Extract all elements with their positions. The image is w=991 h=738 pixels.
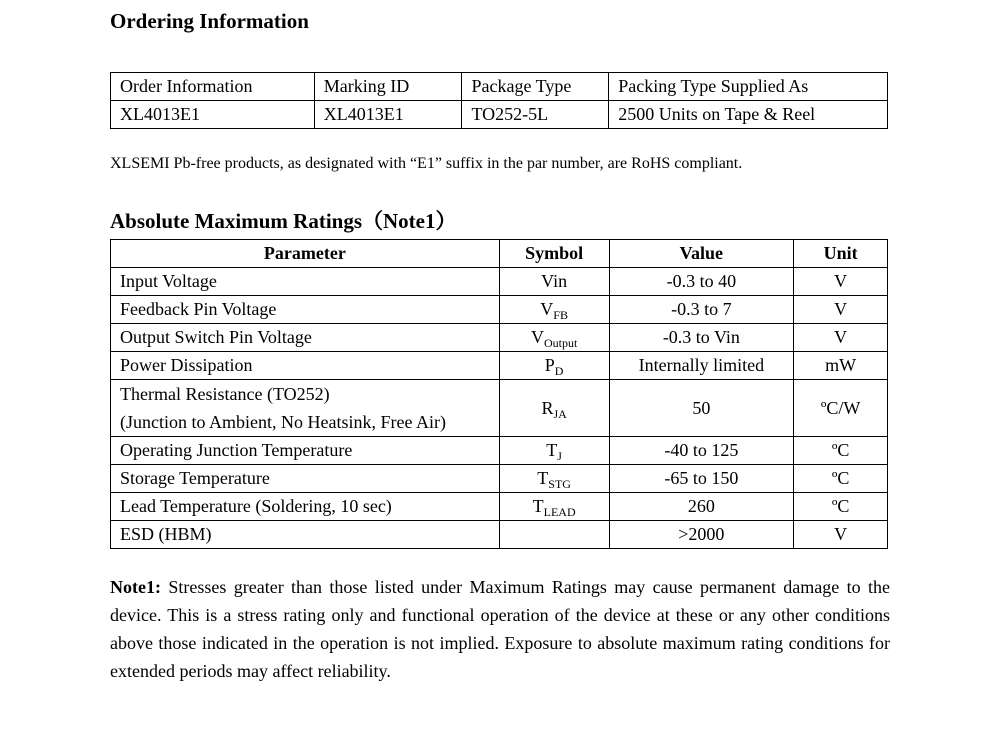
table-row — [111, 521, 888, 549]
ordering-data-row — [111, 101, 888, 129]
ordering-header-cell: Package Type — [462, 73, 609, 101]
ordering-cell: XL4013E1 — [111, 101, 315, 129]
ordering-header-cell: Marking ID — [314, 73, 462, 101]
amr-header-parameter: Parameter — [111, 240, 500, 268]
param-cell: ESD (HBM) — [111, 521, 500, 549]
symbol-main: P — [544, 355, 555, 376]
table-row — [111, 465, 888, 493]
ordering-header-row — [111, 73, 888, 101]
symbol-sub: FB — [553, 308, 568, 323]
unit-cell: V — [794, 324, 888, 352]
unit-cell: mW — [794, 352, 888, 380]
symbol-cell — [499, 437, 609, 465]
symbol-sub: STG — [548, 477, 571, 492]
unit-cell: ºC/W — [794, 380, 888, 437]
table-row — [111, 437, 888, 465]
value-cell: -65 to 150 — [609, 465, 794, 493]
symbol-sub: JA — [553, 406, 567, 421]
symbol-main: T — [532, 496, 544, 517]
unit-cell: ºC — [794, 493, 888, 521]
absolute-max-ratings-table — [110, 239, 888, 549]
unit-cell: V — [794, 521, 888, 549]
symbol-main: V — [530, 327, 544, 348]
symbol-cell — [499, 493, 609, 521]
note1-text: Stresses greater than those listed under Maximum Ratings may cause permanent damage to the device. This is a stress rating only and functional operation of the device at these or any other conditions above those indicated in the operation is not implied. Exposure to absolute maximum rating conditions for extended periods may affect reliability. — [110, 577, 890, 681]
note1-label: Note1: — [110, 577, 161, 597]
rohs-notice: XLSEMI Pb-free products, as designated with “E1” suffix in the par number, are RoHS compliant. — [110, 155, 743, 172]
table-row — [111, 268, 888, 296]
amr-header-value: Value — [609, 240, 794, 268]
symbol-main: V — [540, 299, 554, 320]
symbol-sub: J — [557, 449, 562, 464]
symbol-sub: Output — [543, 336, 578, 351]
ordering-table — [110, 72, 888, 129]
table-row — [111, 296, 888, 324]
symbol-cell — [499, 380, 609, 437]
symbol-main: T — [537, 468, 549, 489]
symbol-cell — [499, 352, 609, 380]
symbol-main: Vin — [541, 271, 568, 292]
param-cell: Output Switch Pin Voltage — [111, 324, 500, 352]
symbol-cell — [499, 296, 609, 324]
param-line: Thermal Resistance (TO252) — [120, 384, 330, 404]
symbol-cell — [499, 268, 609, 296]
ordering-header-cell: Order Information — [111, 73, 315, 101]
unit-cell: ºC — [794, 437, 888, 465]
symbol-sub: D — [554, 364, 564, 379]
table-row — [111, 380, 888, 437]
table-row — [111, 352, 888, 380]
unit-cell: ºC — [794, 465, 888, 493]
param-cell: Storage Temperature — [111, 465, 500, 493]
ordering-cell: TO252-5L — [462, 101, 609, 129]
ordering-info-title: Ordering Information — [110, 9, 309, 33]
param-cell: Operating Junction Temperature — [111, 437, 500, 465]
value-cell: >2000 — [609, 521, 794, 549]
unit-cell: V — [794, 268, 888, 296]
symbol-main: T — [546, 440, 558, 461]
table-row — [111, 493, 888, 521]
value-cell: -0.3 to 7 — [609, 296, 794, 324]
value-cell: Internally limited — [609, 352, 794, 380]
param-cell: Power Dissipation — [111, 352, 500, 380]
symbol-cell — [499, 465, 609, 493]
table-row — [111, 324, 888, 352]
value-cell: -0.3 to Vin — [609, 324, 794, 352]
value-cell: 260 — [609, 493, 794, 521]
param-cell: Input Voltage — [111, 268, 500, 296]
value-cell: -0.3 to 40 — [609, 268, 794, 296]
symbol-cell — [499, 521, 609, 549]
note1-paragraph — [110, 573, 890, 685]
ordering-cell: XL4013E1 — [314, 101, 462, 129]
param-line: (Junction to Ambient, No Heatsink, Free Air) — [120, 412, 446, 432]
amr-header-symbol: Symbol — [499, 240, 609, 268]
amr-header-row — [111, 240, 888, 268]
symbol-sub: LEAD — [543, 505, 576, 520]
param-cell: Feedback Pin Voltage — [111, 296, 500, 324]
symbol-main: R — [541, 397, 554, 418]
ordering-cell: 2500 Units on Tape & Reel — [609, 101, 888, 129]
param-cell — [111, 380, 500, 437]
unit-cell: V — [794, 296, 888, 324]
absolute-max-ratings-title: Absolute Maximum Ratings（Note1） — [110, 209, 457, 233]
param-cell: Lead Temperature (Soldering, 10 sec) — [111, 493, 500, 521]
ordering-header-cell: Packing Type Supplied As — [609, 73, 888, 101]
value-cell: 50 — [609, 380, 794, 437]
amr-header-unit: Unit — [794, 240, 888, 268]
symbol-cell — [499, 324, 609, 352]
value-cell: -40 to 125 — [609, 437, 794, 465]
